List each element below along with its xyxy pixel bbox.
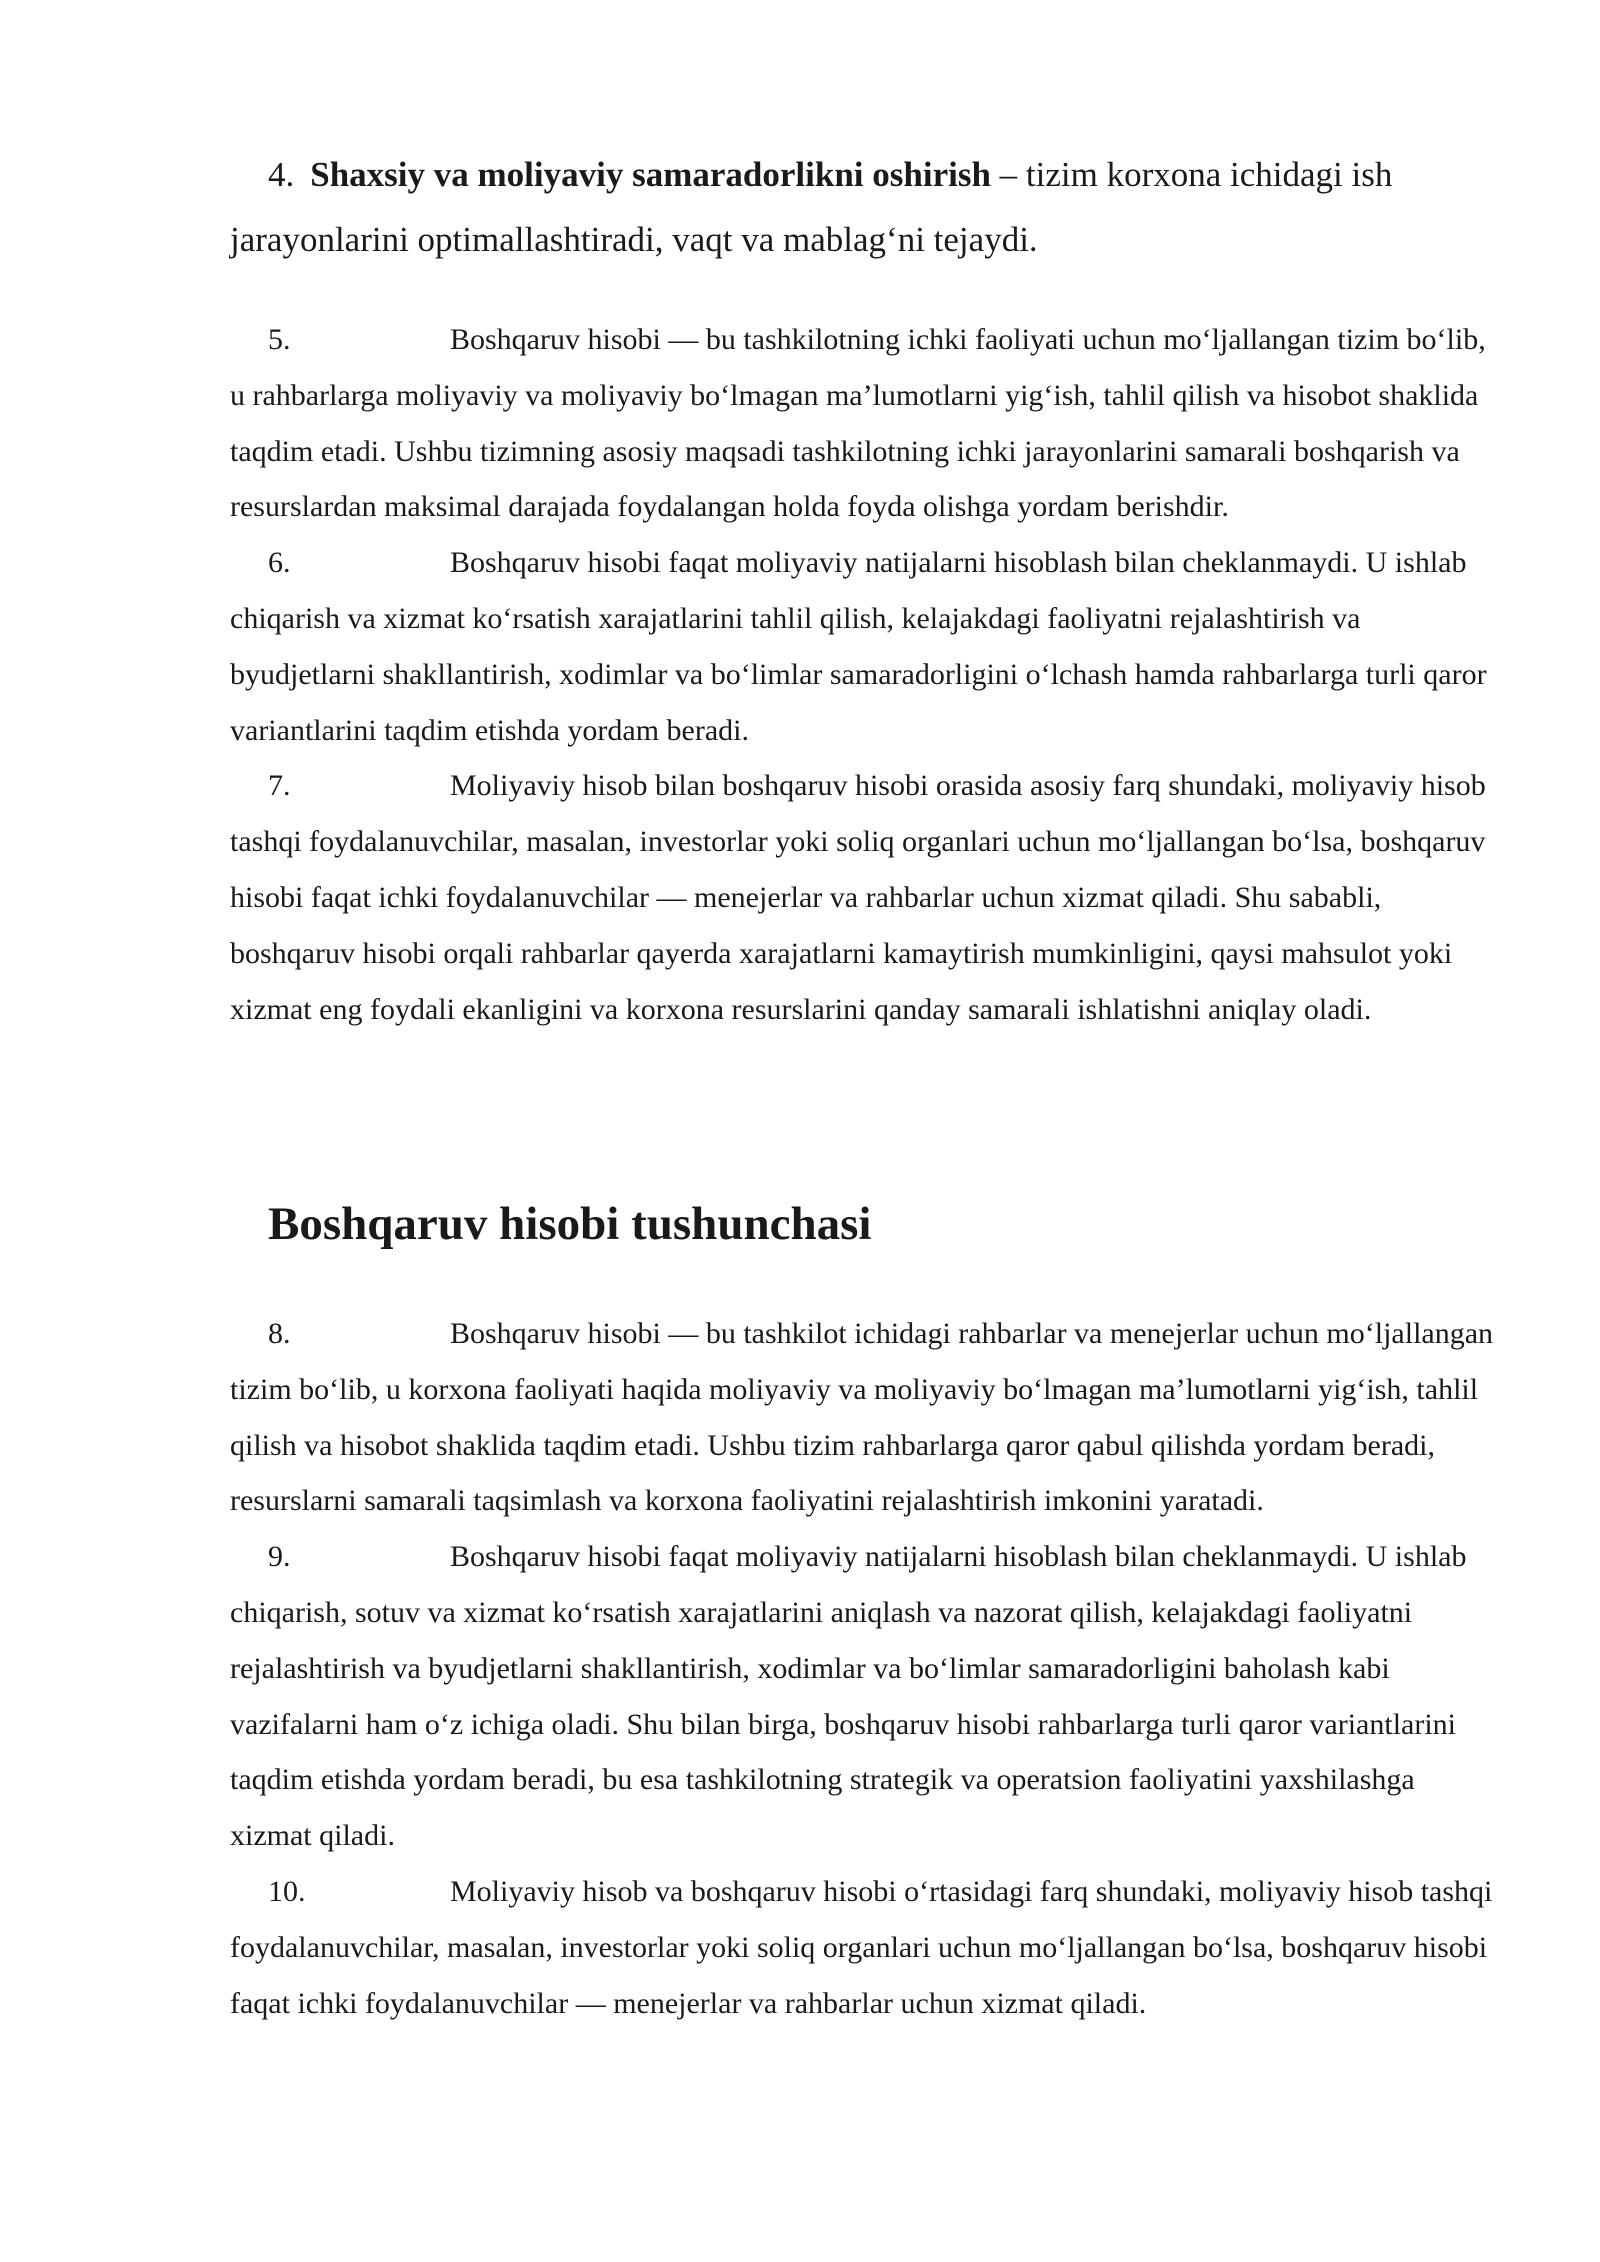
list-item-number: 8. [268, 1317, 291, 1350]
list-item-text: Boshqaruv hisobi — bu tashkilotning ichki faoliyati uchun mo‘ljallangan tizim bo‘lib, u rahbarlarga moliyaviy va moliyaviy bo‘lmagan ma’lumotlarni yig‘ish, tahlil qilish va hisobot shaklida taqdim etadi. Ushbu tizimning asosiy maqsadi tashkilotning ichki jarayonlarini samarali boshqarish va resurslardan maksimal darajada foydalangan holda foyda olishga yordam berishdir. [230, 323, 1486, 524]
list-item-number: 5. [268, 323, 291, 356]
list-item-number: 10. [268, 1874, 306, 1908]
list-item-7 [230, 758, 1500, 1037]
list-item-bold-lead: Shaxsiy va moliyaviy samaradorlikni oshirish [310, 155, 991, 194]
list-item-text: Moliyaviy hisob bilan boshqaruv hisobi orasida asosiy farq shundaki, moliyaviy hisob tashqi foydalanuvchilar, masalan, investorlar yoki soliq organlari uchun mo‘ljallangan bo‘lsa, boshqaruv hisobi faqat ichki foydalanuvchilar — menejerlar va rahbarlar uchun xizmat qiladi. Shu sababli, boshqaruv hisobi orqali rahbarlar qayerda xarajatlarni kamaytirish mumkinligini, qaysi mahsulot yoki xizmat eng foydali ekanligini va korxona resurslarini qanday samarali ishlatishni aniqlay oladi. [230, 769, 1486, 1026]
list-item-number: 4. [268, 155, 295, 194]
list-item-10 [230, 1864, 1500, 2031]
list-item-5 [230, 312, 1500, 535]
list-item-text: Boshqaruv hisobi faqat moliyaviy natijalarni hisoblash bilan cheklanmaydi. U ishlab chiqarish, sotuv va xizmat ko‘rsatish xarajatlarini aniqlash va nazorat qilish, kelajakdagi faoliyatni rejalashtirish va byudjetlarni shakllantirish, xodimlar va bo‘limlar samaradorligini baholash kabi vazifalarni ham o‘z ichiga oladi. Shu bilan birga, boshqaruv hisobi rahbarlarga turli qaror variantlarini taqdim etishda yordam beradi, bu esa tashkilotning strategik va operatsion faoliyatini yaxshilashga xizmat qiladi. [230, 1540, 1467, 1853]
list-item-number: 6. [268, 546, 291, 580]
list-item-6 [230, 535, 1500, 758]
section-heading: Boshqaruv hisobi tushunchasi [268, 1198, 872, 1250]
numbered-list-1 [230, 312, 1500, 1037]
list-item-9 [230, 1529, 1500, 1864]
list-item-text: Moliyaviy hisob va boshqaruv hisobi o‘rtasidagi farq shundaki, moliyaviy hisob tashqi foydalanuvchilar, masalan, investorlar yoki soliq organlari uchun mo‘ljallangan bo‘lsa, boshqaruv hisobi faqat ichki foydalanuvchilar — menejerlar va rahbarlar uchun xizmat qiladi. [230, 1874, 1493, 2020]
list-item-text: Boshqaruv hisobi faqat moliyaviy natijalarni hisoblash bilan cheklanmaydi. U ishlab chiqarish va xizmat ko‘rsatish xarajatlarini tahlil qilish, kelajakdagi faoliyatni rejalashtirish va byudjetlarni shakllantirish, xodimlar va bo‘limlar samaradorligini o‘lchash hamda rahbarlarga turli qaror variantlarini taqdim etishda yordam beradi. [230, 546, 1487, 747]
list-item-8 [230, 1306, 1500, 1529]
list-item-number: 7. [268, 769, 291, 803]
list-item-4 [230, 142, 1500, 272]
list-item-text: Boshqaruv hisobi — bu tashkilot ichidagi rahbarlar va menejerlar uchun mo‘ljallangan tizim bo‘lib, u korxona faoliyati haqida moliyaviy va moliyaviy bo‘lmagan ma’lumotlarni yig‘ish, tahlil qilish va hisobot shaklida taqdim etadi. Ushbu tizim rahbarlarga qaror qabul qilishda yordam beradi, resurslarni samarali taqsimlash va korxona faoliyatini rejalashtirish imkonini yaratadi. [230, 1317, 1494, 1518]
list-item-number: 9. [268, 1540, 291, 1574]
numbered-list-2 [230, 1306, 1500, 2031]
list-item-text: – tizim korxona ichidagi ish jarayonlarini optimallashtiradi, vaqt va mablag‘ni tejaydi. [230, 155, 1393, 259]
